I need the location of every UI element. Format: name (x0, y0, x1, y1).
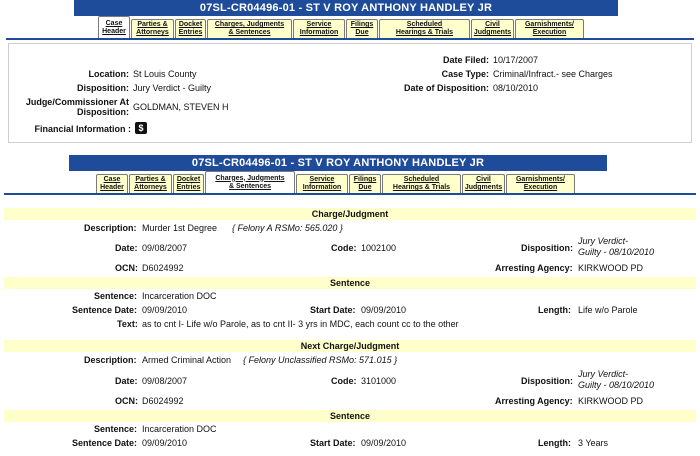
code-label: Code: (331, 376, 357, 386)
ocn-value: D6024992 (142, 263, 184, 273)
judge-label: Judge/Commissioner At Disposition: (25, 97, 129, 117)
sentence-date-label: Sentence Date: (72, 438, 138, 448)
tab-service-information[interactable]: Service Information (296, 174, 348, 193)
case-type-label: Case Type: (441, 69, 489, 79)
financial-info-label: Financial Information : (34, 124, 131, 134)
length-value: Life w/o Parole (578, 305, 638, 315)
charge-class: { Felony A RSMo: 565.020 } (232, 223, 343, 233)
charge-ocn-row (0, 395, 700, 408)
date-filed-value: 10/17/2007 (493, 55, 539, 65)
ocn-label: OCN: (115, 396, 138, 406)
tab-bar-charges (96, 171, 576, 193)
tab-case-header[interactable]: Case Header (96, 174, 128, 193)
date-filed-label: Date Filed: (442, 55, 489, 65)
dollar-icon[interactable]: $ (135, 122, 147, 134)
charge-description-row (0, 354, 700, 367)
start-date-value: 09/09/2010 (361, 305, 407, 315)
tab-docket-entries[interactable]: Docket Entries (173, 174, 204, 193)
length-label: Length: (538, 305, 571, 315)
next-charge-judgment-heading: Next Charge/Judgment (4, 340, 696, 352)
tab-underline (6, 38, 694, 40)
tab-civil-judgments[interactable]: Civil Judgments (462, 174, 505, 193)
arresting-agency-value: KIRKWOOD PD (578, 396, 644, 406)
sentence-date-row (0, 437, 700, 450)
code-label: Code: (331, 243, 357, 253)
sentence-value: Incarceration DOC (142, 291, 217, 301)
description-value: Murder 1st Degree (142, 223, 218, 233)
tab-docket-entries[interactable]: Docket Entries (175, 19, 206, 38)
date-of-disposition-label: Date of Disposition: (404, 83, 489, 93)
arresting-agency-value: KIRKWOOD PD (578, 263, 644, 273)
disposition-label: Disposition: (521, 376, 573, 386)
description-label: Description: (84, 355, 137, 365)
location-value: St Louis County (133, 69, 197, 79)
sentence-heading: Sentence (4, 277, 696, 289)
tab-charges-judgments[interactable]: Charges, Judgments & Sentences (205, 171, 295, 193)
tab-scheduled-hearings[interactable]: Scheduled Hearings & Trials (379, 19, 470, 38)
charge-disposition-value: Jury Verdict- Guilty - 08/10/2010 (578, 369, 655, 390)
start-date-label: Start Date: (310, 438, 356, 448)
disposition-label: Disposition: (77, 83, 129, 93)
sentence-label: Sentence: (94, 424, 138, 434)
start-date-value: 09/09/2010 (361, 438, 407, 448)
date-label: Date: (115, 243, 138, 253)
charge-judgment-heading: Charge/Judgment (4, 208, 696, 220)
case-type-value: Criminal/Infract.- see Charges (493, 69, 613, 79)
charge-ocn-row (0, 262, 700, 275)
charge-class: { Felony Unclassified RSMo: 571.015 } (243, 355, 398, 365)
tab-parties-attorneys[interactable]: Parties & Attorneys (131, 19, 174, 38)
sentence-label: Sentence: (94, 291, 138, 301)
description-label: Description: (84, 223, 137, 233)
date-value: 09/08/2007 (142, 243, 188, 253)
length-value: 3 Years (578, 438, 609, 448)
text-label: Text: (117, 319, 138, 329)
charge-description-row (0, 222, 700, 235)
sentence-heading: Sentence (4, 410, 696, 422)
arresting-agency-label: Arresting Agency: (495, 396, 573, 406)
tab-civil-judgments[interactable]: Civil Judgments (471, 19, 514, 38)
tab-filings-due[interactable]: Filings Due (346, 19, 378, 38)
sentence-date-value: 09/09/2010 (142, 305, 188, 315)
sentence-date-label: Sentence Date: (72, 305, 138, 315)
tab-garnishments-execution[interactable]: Garnishments/ Execution (515, 19, 584, 38)
judge-value: GOLDMAN, STEVEN H (133, 102, 229, 112)
sentence-row (0, 423, 700, 436)
sentence-value: Incarceration DOC (142, 424, 217, 434)
tab-case-header[interactable]: Case Header (98, 16, 130, 38)
sentence-row (0, 290, 700, 303)
tab-service-information[interactable]: Service Information (293, 19, 345, 38)
start-date-label: Start Date: (310, 305, 356, 315)
location-label: Location: (88, 69, 129, 79)
case-title-bar-2: 07SL-CR04496-01 - ST V ROY ANTHONY HANDLEY JR (69, 155, 607, 171)
sentence-text-row (0, 318, 700, 331)
code-value: 1002100 (361, 243, 397, 253)
tab-bar-top (98, 16, 585, 38)
disposition-label: Disposition: (521, 243, 573, 253)
text-value: as to cnt I- Life w/o Parole, as to cnt II- 3 yrs in MDC, each count cc to the other (142, 319, 459, 329)
arresting-agency-label: Arresting Agency: (495, 263, 573, 273)
length-label: Length: (538, 438, 571, 448)
description-value: Armed Criminal Action (142, 355, 232, 365)
case-title-bar: 07SL-CR04496-01 - ST V ROY ANTHONY HANDLEY JR (74, 0, 618, 16)
ocn-label: OCN: (115, 263, 138, 273)
date-of-disposition-value: 08/10/2010 (493, 83, 539, 93)
tab-garnishments-execution[interactable]: Garnishments/ Execution (506, 174, 575, 193)
date-value: 09/08/2007 (142, 376, 188, 386)
date-label: Date: (115, 376, 138, 386)
code-value: 3101000 (361, 376, 397, 386)
tab-scheduled-hearings[interactable]: Scheduled Hearings & Trials (382, 174, 461, 193)
case-header-card (8, 43, 692, 143)
disposition-value: Jury Verdict - Guilty (133, 83, 212, 93)
sentence-date-row (0, 304, 700, 317)
tab-filings-due[interactable]: Filings Due (349, 174, 381, 193)
tab-parties-attorneys[interactable]: Parties & Attorneys (129, 174, 172, 193)
charge-disposition-value: Jury Verdict- Guilty - 08/10/2010 (578, 236, 655, 257)
sentence-date-value: 09/09/2010 (142, 438, 188, 448)
ocn-value: D6024992 (142, 396, 184, 406)
tab-underline (4, 193, 696, 195)
tab-charges-judgments[interactable]: Charges, Judgments & Sentences (207, 19, 292, 38)
